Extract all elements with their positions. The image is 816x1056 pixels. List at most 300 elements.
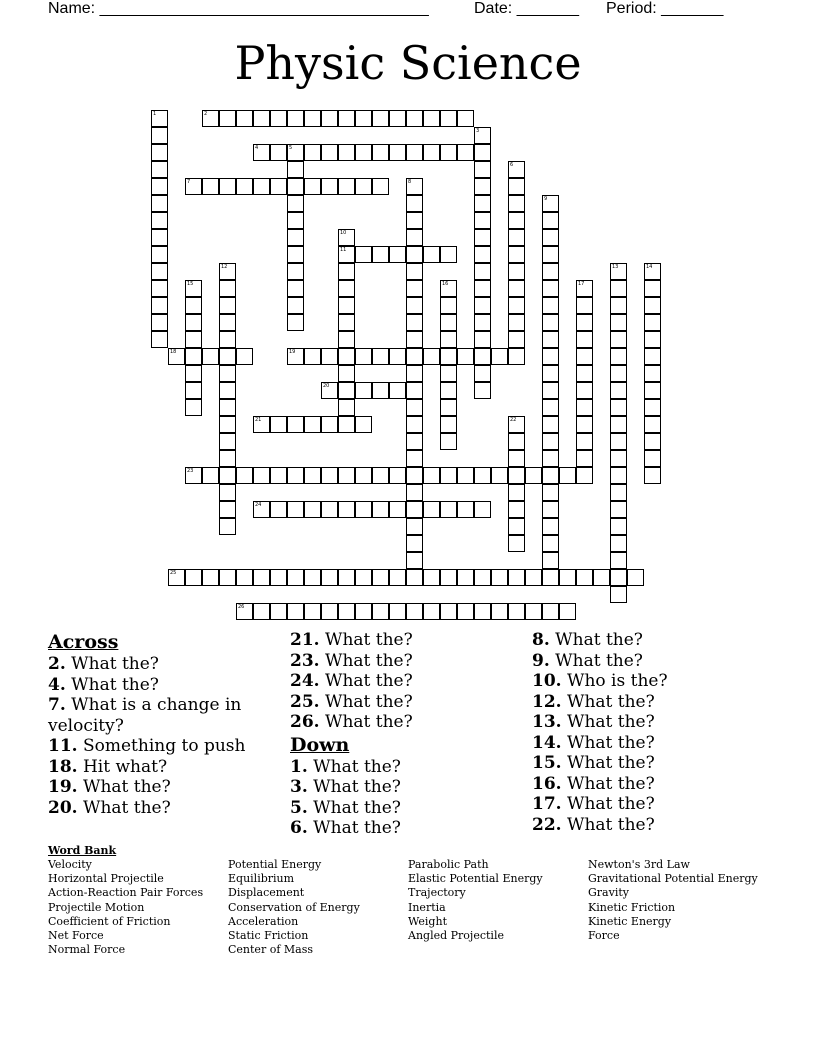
- grid-cell[interactable]: [406, 416, 423, 433]
- grid-cell[interactable]: [321, 110, 338, 127]
- grid-cell[interactable]: [542, 518, 559, 535]
- grid-cell[interactable]: [151, 195, 168, 212]
- grid-cell[interactable]: [525, 467, 542, 484]
- grid-cell[interactable]: [457, 348, 474, 365]
- grid-cell[interactable]: [542, 552, 559, 569]
- grid-cell[interactable]: [508, 501, 525, 518]
- grid-cell[interactable]: [610, 433, 627, 450]
- grid-cell[interactable]: [236, 178, 253, 195]
- grid-cell[interactable]: [338, 501, 355, 518]
- grid-cell[interactable]: [151, 229, 168, 246]
- grid-cell[interactable]: [559, 467, 576, 484]
- grid-cell[interactable]: [542, 382, 559, 399]
- grid-cell[interactable]: [440, 399, 457, 416]
- grid-cell[interactable]: [610, 518, 627, 535]
- grid-cell[interactable]: [644, 280, 661, 297]
- grid-cell[interactable]: [338, 280, 355, 297]
- grid-cell[interactable]: [474, 246, 491, 263]
- grid-cell[interactable]: [542, 484, 559, 501]
- grid-cell[interactable]: [440, 433, 457, 450]
- grid-cell[interactable]: [457, 501, 474, 518]
- grid-cell[interactable]: [406, 297, 423, 314]
- grid-cell[interactable]: [321, 569, 338, 586]
- grid-cell[interactable]: [474, 161, 491, 178]
- grid-cell[interactable]: [151, 314, 168, 331]
- grid-cell[interactable]: [474, 229, 491, 246]
- grid-cell[interactable]: [287, 416, 304, 433]
- grid-cell[interactable]: [185, 331, 202, 348]
- grid-cell[interactable]: [542, 569, 559, 586]
- grid-cell[interactable]: [304, 569, 321, 586]
- grid-cell[interactable]: [508, 569, 525, 586]
- grid-cell[interactable]: [372, 501, 389, 518]
- grid-cell[interactable]: [542, 297, 559, 314]
- grid-cell[interactable]: [355, 416, 372, 433]
- grid-cell[interactable]: [389, 348, 406, 365]
- grid-cell[interactable]: [372, 178, 389, 195]
- grid-cell[interactable]: [440, 348, 457, 365]
- grid-cell[interactable]: [423, 501, 440, 518]
- grid-cell[interactable]: [389, 603, 406, 620]
- grid-cell[interactable]: [542, 603, 559, 620]
- grid-cell[interactable]: [151, 297, 168, 314]
- grid-cell[interactable]: [304, 501, 321, 518]
- grid-cell[interactable]: [644, 348, 661, 365]
- grid-cell[interactable]: [355, 603, 372, 620]
- grid-cell[interactable]: [219, 399, 236, 416]
- grid-cell[interactable]: [253, 467, 270, 484]
- grid-cell[interactable]: [644, 399, 661, 416]
- grid-cell[interactable]: [542, 535, 559, 552]
- grid-cell[interactable]: [457, 467, 474, 484]
- grid-cell[interactable]: [474, 365, 491, 382]
- grid-cell[interactable]: [542, 263, 559, 280]
- grid-cell[interactable]: [593, 569, 610, 586]
- grid-cell[interactable]: [610, 365, 627, 382]
- grid-cell[interactable]: [202, 110, 219, 127]
- grid-cell[interactable]: [151, 110, 168, 127]
- grid-cell[interactable]: [644, 433, 661, 450]
- grid-cell[interactable]: [287, 467, 304, 484]
- grid-cell[interactable]: [338, 399, 355, 416]
- grid-cell[interactable]: [355, 246, 372, 263]
- grid-cell[interactable]: [610, 586, 627, 603]
- grid-cell[interactable]: [304, 144, 321, 161]
- grid-cell[interactable]: [253, 569, 270, 586]
- grid-cell[interactable]: [457, 569, 474, 586]
- grid-cell[interactable]: [440, 416, 457, 433]
- grid-cell[interactable]: [508, 331, 525, 348]
- grid-cell[interactable]: [576, 382, 593, 399]
- grid-cell[interactable]: [474, 603, 491, 620]
- grid-cell[interactable]: [542, 195, 559, 212]
- grid-cell[interactable]: [508, 246, 525, 263]
- grid-cell[interactable]: [236, 603, 253, 620]
- grid-cell[interactable]: [338, 297, 355, 314]
- grid-cell[interactable]: [406, 603, 423, 620]
- grid-cell[interactable]: [474, 212, 491, 229]
- grid-cell[interactable]: [355, 382, 372, 399]
- grid-cell[interactable]: [389, 246, 406, 263]
- grid-cell[interactable]: [338, 331, 355, 348]
- grid-cell[interactable]: [287, 161, 304, 178]
- grid-cell[interactable]: [610, 280, 627, 297]
- grid-cell[interactable]: [202, 569, 219, 586]
- grid-cell[interactable]: [253, 144, 270, 161]
- grid-cell[interactable]: [644, 416, 661, 433]
- grid-cell[interactable]: [406, 518, 423, 535]
- grid-cell[interactable]: [542, 467, 559, 484]
- grid-cell[interactable]: [406, 263, 423, 280]
- grid-cell[interactable]: [338, 229, 355, 246]
- grid-cell[interactable]: [406, 348, 423, 365]
- grid-cell[interactable]: [287, 246, 304, 263]
- grid-cell[interactable]: [491, 603, 508, 620]
- grid-cell[interactable]: [440, 467, 457, 484]
- grid-cell[interactable]: [185, 382, 202, 399]
- grid-cell[interactable]: [508, 467, 525, 484]
- grid-cell[interactable]: [474, 331, 491, 348]
- grid-cell[interactable]: [576, 280, 593, 297]
- grid-cell[interactable]: [185, 314, 202, 331]
- grid-cell[interactable]: [508, 603, 525, 620]
- grid-cell[interactable]: [440, 280, 457, 297]
- grid-cell[interactable]: [304, 110, 321, 127]
- grid-cell[interactable]: [542, 229, 559, 246]
- grid-cell[interactable]: [304, 603, 321, 620]
- grid-cell[interactable]: [338, 603, 355, 620]
- grid-cell[interactable]: [219, 314, 236, 331]
- grid-cell[interactable]: [338, 110, 355, 127]
- grid-cell[interactable]: [304, 416, 321, 433]
- grid-cell[interactable]: [219, 484, 236, 501]
- grid-cell[interactable]: [508, 484, 525, 501]
- grid-cell[interactable]: [474, 195, 491, 212]
- grid-cell[interactable]: [610, 382, 627, 399]
- grid-cell[interactable]: [406, 569, 423, 586]
- grid-cell[interactable]: [287, 195, 304, 212]
- grid-cell[interactable]: [423, 467, 440, 484]
- grid-cell[interactable]: [440, 297, 457, 314]
- grid-cell[interactable]: [270, 467, 287, 484]
- grid-cell[interactable]: [440, 314, 457, 331]
- grid-cell[interactable]: [372, 348, 389, 365]
- grid-cell[interactable]: [474, 314, 491, 331]
- grid-cell[interactable]: [406, 467, 423, 484]
- grid-cell[interactable]: [508, 229, 525, 246]
- grid-cell[interactable]: [406, 450, 423, 467]
- grid-cell[interactable]: [185, 365, 202, 382]
- grid-cell[interactable]: [219, 518, 236, 535]
- grid-cell[interactable]: [304, 348, 321, 365]
- grid-cell[interactable]: [372, 110, 389, 127]
- grid-cell[interactable]: [202, 467, 219, 484]
- grid-cell[interactable]: [508, 263, 525, 280]
- grid-cell[interactable]: [185, 467, 202, 484]
- grid-cell[interactable]: [287, 314, 304, 331]
- grid-cell[interactable]: [236, 110, 253, 127]
- grid-cell[interactable]: [202, 348, 219, 365]
- grid-cell[interactable]: [440, 603, 457, 620]
- grid-cell[interactable]: [253, 416, 270, 433]
- grid-cell[interactable]: [474, 297, 491, 314]
- grid-cell[interactable]: [372, 144, 389, 161]
- grid-cell[interactable]: [423, 246, 440, 263]
- grid-cell[interactable]: [321, 603, 338, 620]
- grid-cell[interactable]: [287, 348, 304, 365]
- grid-cell[interactable]: [576, 348, 593, 365]
- grid-cell[interactable]: [287, 110, 304, 127]
- grid-cell[interactable]: [355, 144, 372, 161]
- grid-cell[interactable]: [542, 212, 559, 229]
- grid-cell[interactable]: [355, 467, 372, 484]
- grid-cell[interactable]: [321, 501, 338, 518]
- grid-cell[interactable]: [508, 212, 525, 229]
- name-field-label[interactable]: Name: _____________________________________: [48, 0, 429, 17]
- grid-cell[interactable]: [542, 450, 559, 467]
- grid-cell[interactable]: [338, 382, 355, 399]
- grid-cell[interactable]: [542, 416, 559, 433]
- grid-cell[interactable]: [576, 433, 593, 450]
- grid-cell[interactable]: [644, 297, 661, 314]
- grid-cell[interactable]: [474, 467, 491, 484]
- grid-cell[interactable]: [406, 331, 423, 348]
- grid-cell[interactable]: [219, 331, 236, 348]
- grid-cell[interactable]: [542, 314, 559, 331]
- grid-cell[interactable]: [270, 416, 287, 433]
- grid-cell[interactable]: [389, 569, 406, 586]
- grid-cell[interactable]: [219, 382, 236, 399]
- grid-cell[interactable]: [406, 110, 423, 127]
- grid-cell[interactable]: [151, 178, 168, 195]
- grid-cell[interactable]: [270, 144, 287, 161]
- grid-cell[interactable]: [287, 229, 304, 246]
- grid-cell[interactable]: [440, 569, 457, 586]
- grid-cell[interactable]: [576, 467, 593, 484]
- grid-cell[interactable]: [202, 178, 219, 195]
- grid-cell[interactable]: [151, 144, 168, 161]
- grid-cell[interactable]: [542, 280, 559, 297]
- grid-cell[interactable]: [440, 331, 457, 348]
- grid-cell[interactable]: [372, 467, 389, 484]
- grid-cell[interactable]: [474, 178, 491, 195]
- grid-cell[interactable]: [168, 569, 185, 586]
- grid-cell[interactable]: [406, 178, 423, 195]
- grid-cell[interactable]: [440, 246, 457, 263]
- grid-cell[interactable]: [491, 348, 508, 365]
- grid-cell[interactable]: [355, 348, 372, 365]
- grid-cell[interactable]: [610, 297, 627, 314]
- grid-cell[interactable]: [321, 382, 338, 399]
- grid-cell[interactable]: [151, 280, 168, 297]
- grid-cell[interactable]: [491, 569, 508, 586]
- grid-cell[interactable]: [406, 535, 423, 552]
- grid-cell[interactable]: [542, 331, 559, 348]
- grid-cell[interactable]: [542, 433, 559, 450]
- grid-cell[interactable]: [321, 178, 338, 195]
- grid-cell[interactable]: [644, 467, 661, 484]
- grid-cell[interactable]: [219, 178, 236, 195]
- grid-cell[interactable]: [338, 178, 355, 195]
- grid-cell[interactable]: [406, 280, 423, 297]
- grid-cell[interactable]: [321, 467, 338, 484]
- grid-cell[interactable]: [406, 484, 423, 501]
- grid-cell[interactable]: [389, 382, 406, 399]
- grid-cell[interactable]: [253, 603, 270, 620]
- grid-cell[interactable]: [406, 382, 423, 399]
- period-field-label[interactable]: Period: _______: [606, 0, 724, 17]
- date-field-label[interactable]: Date: _______: [474, 0, 579, 17]
- grid-cell[interactable]: [457, 110, 474, 127]
- grid-cell[interactable]: [508, 161, 525, 178]
- grid-cell[interactable]: [287, 297, 304, 314]
- grid-cell[interactable]: [457, 603, 474, 620]
- grid-cell[interactable]: [355, 569, 372, 586]
- grid-cell[interactable]: [406, 501, 423, 518]
- grid-cell[interactable]: [287, 280, 304, 297]
- grid-cell[interactable]: [610, 314, 627, 331]
- grid-cell[interactable]: [474, 144, 491, 161]
- grid-cell[interactable]: [287, 603, 304, 620]
- grid-cell[interactable]: [389, 501, 406, 518]
- grid-cell[interactable]: [610, 467, 627, 484]
- grid-cell[interactable]: [610, 416, 627, 433]
- grid-cell[interactable]: [440, 365, 457, 382]
- grid-cell[interactable]: [576, 331, 593, 348]
- grid-cell[interactable]: [576, 450, 593, 467]
- grid-cell[interactable]: [185, 297, 202, 314]
- grid-cell[interactable]: [406, 552, 423, 569]
- grid-cell[interactable]: [576, 569, 593, 586]
- grid-cell[interactable]: [440, 501, 457, 518]
- grid-cell[interactable]: [440, 382, 457, 399]
- grid-cell[interactable]: [219, 110, 236, 127]
- grid-cell[interactable]: [151, 212, 168, 229]
- grid-cell[interactable]: [474, 263, 491, 280]
- grid-cell[interactable]: [151, 127, 168, 144]
- grid-cell[interactable]: [338, 263, 355, 280]
- grid-cell[interactable]: [338, 467, 355, 484]
- grid-cell[interactable]: [644, 331, 661, 348]
- grid-cell[interactable]: [406, 365, 423, 382]
- grid-cell[interactable]: [287, 569, 304, 586]
- grid-cell[interactable]: [185, 399, 202, 416]
- grid-cell[interactable]: [338, 416, 355, 433]
- grid-cell[interactable]: [576, 314, 593, 331]
- grid-cell[interactable]: [525, 569, 542, 586]
- grid-cell[interactable]: [508, 535, 525, 552]
- grid-cell[interactable]: [389, 467, 406, 484]
- grid-cell[interactable]: [627, 569, 644, 586]
- grid-cell[interactable]: [406, 399, 423, 416]
- grid-cell[interactable]: [644, 263, 661, 280]
- grid-cell[interactable]: [508, 518, 525, 535]
- grid-cell[interactable]: [372, 603, 389, 620]
- grid-cell[interactable]: [321, 416, 338, 433]
- grid-cell[interactable]: [389, 144, 406, 161]
- grid-cell[interactable]: [253, 178, 270, 195]
- grid-cell[interactable]: [372, 246, 389, 263]
- grid-cell[interactable]: [406, 144, 423, 161]
- grid-cell[interactable]: [423, 144, 440, 161]
- grid-cell[interactable]: [321, 144, 338, 161]
- grid-cell[interactable]: [542, 501, 559, 518]
- grid-cell[interactable]: [610, 399, 627, 416]
- grid-cell[interactable]: [474, 501, 491, 518]
- grid-cell[interactable]: [406, 195, 423, 212]
- grid-cell[interactable]: [338, 246, 355, 263]
- grid-cell[interactable]: [338, 144, 355, 161]
- grid-cell[interactable]: [219, 365, 236, 382]
- grid-cell[interactable]: [610, 450, 627, 467]
- grid-cell[interactable]: [644, 365, 661, 382]
- grid-cell[interactable]: [474, 280, 491, 297]
- grid-cell[interactable]: [219, 263, 236, 280]
- grid-cell[interactable]: [610, 348, 627, 365]
- grid-cell[interactable]: [542, 365, 559, 382]
- grid-cell[interactable]: [219, 348, 236, 365]
- grid-cell[interactable]: [474, 127, 491, 144]
- grid-cell[interactable]: [338, 348, 355, 365]
- grid-cell[interactable]: [610, 501, 627, 518]
- grid-cell[interactable]: [168, 348, 185, 365]
- grid-cell[interactable]: [610, 484, 627, 501]
- grid-cell[interactable]: [219, 501, 236, 518]
- grid-cell[interactable]: [304, 178, 321, 195]
- grid-cell[interactable]: [287, 178, 304, 195]
- grid-cell[interactable]: [457, 144, 474, 161]
- grid-cell[interactable]: [253, 501, 270, 518]
- grid-cell[interactable]: [406, 246, 423, 263]
- grid-cell[interactable]: [508, 348, 525, 365]
- grid-cell[interactable]: [423, 348, 440, 365]
- grid-cell[interactable]: [542, 348, 559, 365]
- grid-cell[interactable]: [321, 348, 338, 365]
- grid-cell[interactable]: [644, 314, 661, 331]
- grid-cell[interactable]: [151, 246, 168, 263]
- grid-cell[interactable]: [338, 314, 355, 331]
- grid-cell[interactable]: [440, 110, 457, 127]
- grid-cell[interactable]: [610, 552, 627, 569]
- grid-cell[interactable]: [508, 178, 525, 195]
- grid-cell[interactable]: [372, 569, 389, 586]
- grid-cell[interactable]: [270, 569, 287, 586]
- grid-cell[interactable]: [270, 178, 287, 195]
- grid-cell[interactable]: [236, 569, 253, 586]
- grid-cell[interactable]: [508, 314, 525, 331]
- grid-cell[interactable]: [185, 348, 202, 365]
- grid-cell[interactable]: [219, 467, 236, 484]
- grid-cell[interactable]: [423, 110, 440, 127]
- grid-cell[interactable]: [508, 297, 525, 314]
- grid-cell[interactable]: [406, 212, 423, 229]
- grid-cell[interactable]: [185, 569, 202, 586]
- grid-cell[interactable]: [610, 569, 627, 586]
- grid-cell[interactable]: [219, 450, 236, 467]
- grid-cell[interactable]: [236, 467, 253, 484]
- grid-cell[interactable]: [270, 603, 287, 620]
- grid-cell[interactable]: [219, 280, 236, 297]
- grid-cell[interactable]: [576, 399, 593, 416]
- grid-cell[interactable]: [491, 467, 508, 484]
- grid-cell[interactable]: [508, 450, 525, 467]
- grid-cell[interactable]: [185, 280, 202, 297]
- grid-cell[interactable]: [542, 399, 559, 416]
- grid-cell[interactable]: [644, 382, 661, 399]
- grid-cell[interactable]: [338, 569, 355, 586]
- grid-cell[interactable]: [219, 416, 236, 433]
- grid-cell[interactable]: [151, 263, 168, 280]
